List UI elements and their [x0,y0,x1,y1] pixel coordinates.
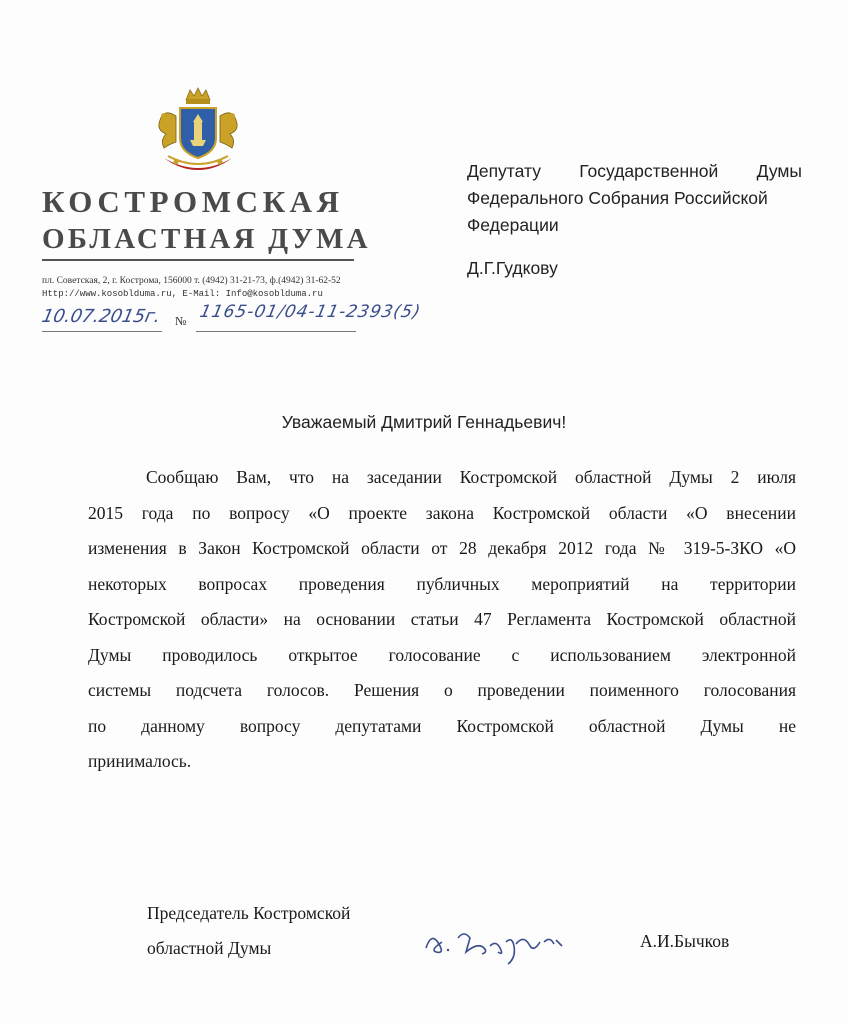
signatory-title-line1: Председатель Костромской [147,903,351,923]
signatory-title-line2: областной Думы [147,938,272,958]
handwritten-date: 10.07.2015г. [39,306,163,327]
contact-address: пл. Советская, 2, г. Кострома, 156000 т. (4942) 31-21-73, ф.(4942) 31-62-52 [42,276,341,286]
coat-of-arms-icon [146,86,250,178]
body-line: Думы проводилось открытое голосование с использованием электронной [88,644,796,665]
addressee-line1: Депутату Государственной Думы [467,161,802,181]
handwritten-reference-number: 1165-01/04-11-2393(5) [197,302,423,322]
body-line: Костромской области» на основании статьи 47 Регламента Костромской областной [88,609,796,629]
handwritten-signature-icon [420,912,570,968]
date-underline [42,331,162,332]
recipient-name: Д.Г.Гудкову [467,258,558,278]
signatory-title [147,896,350,966]
body-line: принималось. [88,751,192,771]
body-line: изменения в Закон Костромской области от 28 декабря 2012 года № 319-5-ЗКО «О [88,538,796,558]
body-line: системы подсчета голосов. Решения о проведении поименного голосования [88,680,796,700]
contact-web-email: Http://www.kosoblduma.ru, E-Mail: Info@kosoblduma.ru [42,289,323,299]
number-sign: № [175,314,187,328]
number-underline [196,331,356,332]
letter-body [88,460,796,780]
signer-name: А.И.Бычков [640,931,730,951]
addressee-block [467,158,802,239]
body-line: Сообщаю Вам, что на заседании Костромской областной Думы 2 июля [146,467,796,487]
organization-name-line2: ОБЛАСТНАЯ ДУМА [42,223,371,255]
body-line: по данному вопросу депутатами Костромской областной Думы не [88,715,796,736]
body-line: 2015 года по вопросу «О проекте закона Костромской области «О внесении [88,502,796,523]
salutation: Уважаемый Дмитрий Геннадьевич! [281,412,567,432]
addressee-line2: Федерального Собрания Российской [467,188,768,208]
letterhead-divider [42,259,354,261]
organization-name-line1: КОСТРОМСКАЯ [42,184,344,219]
addressee-line3: Федерации [467,215,559,235]
body-line: некоторых вопросах проведения публичных мероприятий на территории [88,573,796,594]
